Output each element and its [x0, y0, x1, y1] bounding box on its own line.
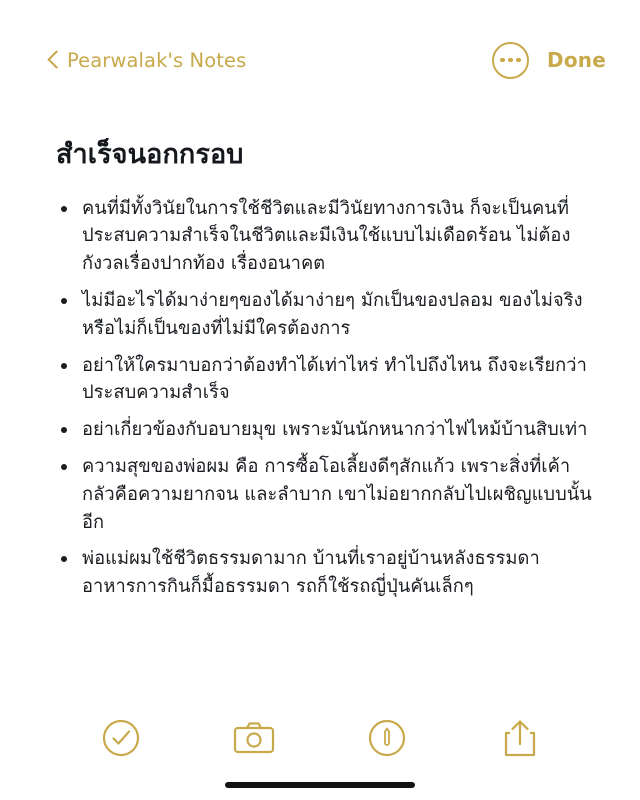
- nav-actions: [492, 42, 606, 79]
- more-dot: [508, 58, 513, 63]
- note-title: สำเร็จนอกกรอบ: [56, 139, 244, 170]
- note-content[interactable]: [0, 120, 640, 690]
- home-indicator: [225, 782, 415, 788]
- list-item: พ่อแม่ผมใช้ชีวิตธรรมดามาก บ้านที่เราอยู่บ้านหลังธรรมดา อาหารการกินก็มื้อธรรมดา รถก็ใช้รถญี่ปุ่นคันเล็กๆ: [56, 545, 596, 601]
- list-item: อย่าให้ใครมาบอกว่าต้องทำได้เท่าไหร่ ทำไปถึงไหน ถึงจะเรียกว่าประสบความสำเร็จ: [56, 352, 596, 408]
- checklist-circle-icon[interactable]: [99, 716, 143, 760]
- navigation-bar: [0, 0, 640, 120]
- list-item: ความสุขของพ่อผม คือ การซื้อโอเลี้ยงดีๆสักแก้ว เพราะสิ่งที่เค้ากลัวคือความยากจน และลำบาก เขาไม่อยากกลับไปเผชิญแบบนั้นอีก: [56, 453, 596, 536]
- list-item: คนที่มีทั้งวินัยในการใช้ชีวิตและมีวินัยทางการเงิน ก็จะเป็นคนที่ประสบความสำเร็จในชีวิตและมีเงินใช้แบบไม่เดือดร้อน ไม่ต้องกังวลเรื่องปากท้อง เรื่องอนาคต: [56, 195, 596, 278]
- back-button-label: Pearwalak's Notes: [67, 48, 247, 72]
- chevron-left-icon: [48, 50, 59, 70]
- note-bullet-list: [56, 195, 596, 601]
- share-icon[interactable]: [498, 716, 542, 760]
- done-button[interactable]: Done: [547, 48, 606, 72]
- back-button[interactable]: [48, 49, 246, 72]
- more-dot: [516, 58, 521, 63]
- camera-icon[interactable]: [232, 716, 276, 760]
- markup-pen-circle-icon[interactable]: [365, 716, 409, 760]
- list-item: อย่าเกี่ยวข้องกับอบายมุข เพราะมันนักหนากว่าไฟไหม้บ้านสิบเท่า: [56, 416, 596, 444]
- list-item: ไม่มีอะไรได้มาง่ายๆของได้มาง่ายๆ มักเป็นของปลอม ของไม่จริง หรือไม่ก็เป็นของที่ไม่มีใครต้องการ: [56, 287, 596, 343]
- more-dot: [500, 58, 505, 63]
- more-options-icon[interactable]: [492, 42, 529, 79]
